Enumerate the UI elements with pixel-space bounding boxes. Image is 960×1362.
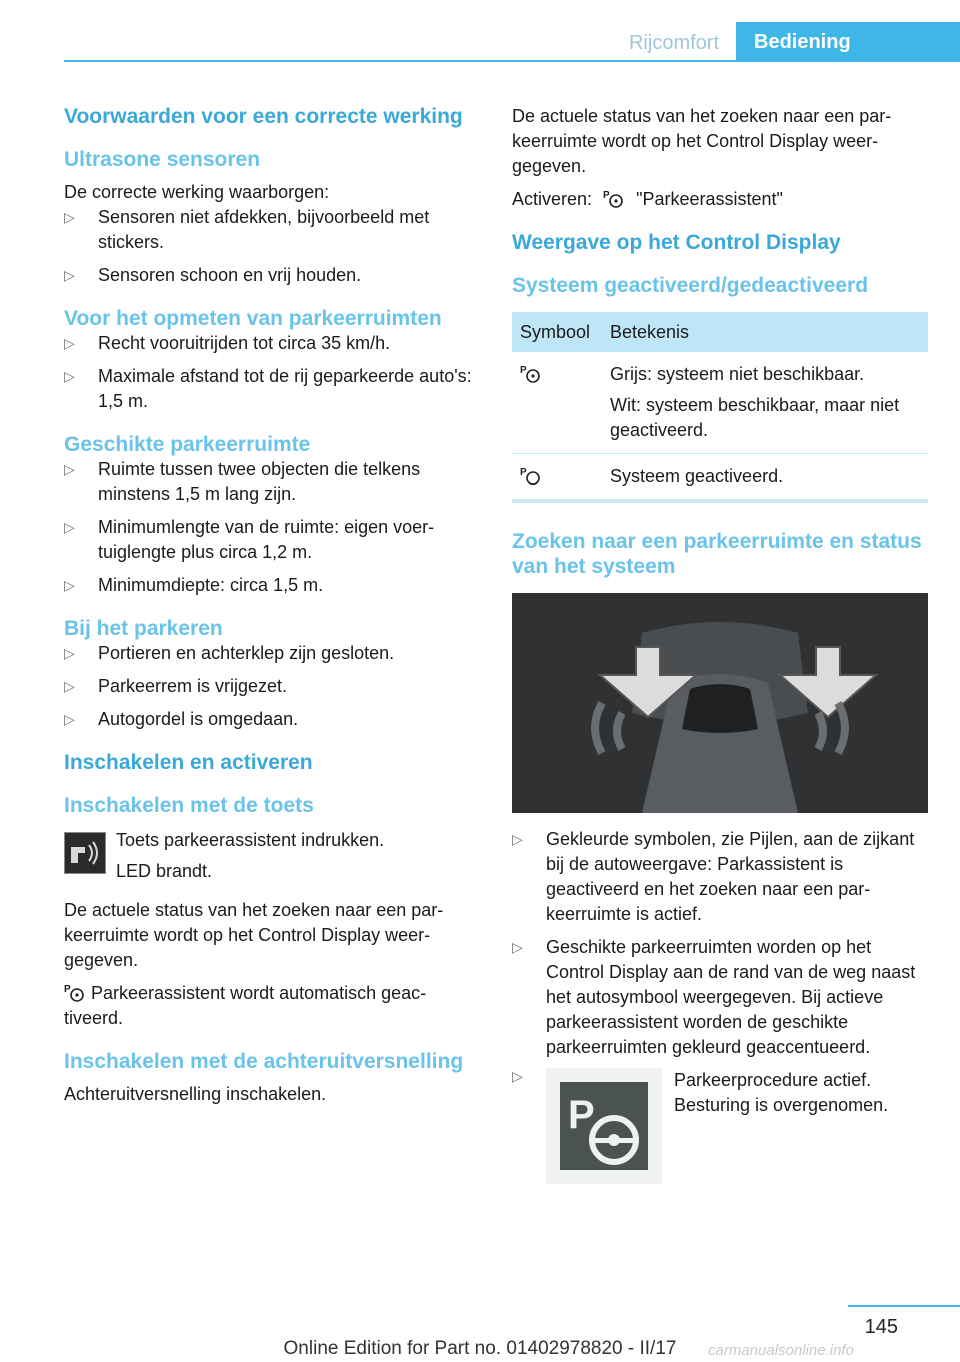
procedure-text [674, 1068, 934, 1118]
parking-procedure-icon [546, 1068, 662, 1184]
parking-steering-icon [64, 982, 86, 1002]
list-item: ▷ Minimumlengte van de ruimte: eigen voertuiglengte plus circa 1,2 m. [64, 517, 435, 562]
bullet-triangle-icon: ▷ [64, 267, 75, 283]
watermark: carmanualsonline.info [708, 1342, 854, 1359]
svg-text:P: P [520, 467, 527, 478]
key-instruction [64, 828, 476, 888]
table-header-betekenis: Betekenis [602, 312, 928, 352]
heading-opmeten: Voor het opmeten van parkeerruimten [64, 307, 442, 330]
heading-voorwaarden: Voorwaarden voor een correcte werking [64, 105, 463, 128]
list-opmeten [64, 331, 476, 414]
list-item: ▷ Parkeerrem is vrijgezet. [64, 674, 476, 699]
table-cell-symbol [512, 454, 602, 502]
heading-ultrasone-sensoren: Ultrasone sensoren [64, 148, 261, 171]
key-text [116, 828, 384, 884]
bullet-triangle-icon: ▷ [512, 939, 523, 955]
heading-achteruitversnelling: Inschakelen met de achteruitversnelling [64, 1050, 464, 1073]
bullet-triangle-icon: ▷ [512, 831, 523, 847]
svg-text:P: P [603, 190, 610, 201]
svg-text:P: P [568, 1093, 595, 1137]
text-toets-indrukken: Toets parkeerassistent indrukken. [116, 830, 385, 850]
symbol-table [512, 312, 928, 503]
page-number: 145 [864, 1316, 898, 1338]
text-status-right: De actuele status van het zoeken naar een parkeerruimte wordt op het Control Display weergegeven. [512, 106, 892, 176]
heading-zoeken: Zoeken naar een parkeerruimte en status van het systeem [512, 530, 922, 578]
text-achteruit: Achteruitversnelling inschakelen. [64, 1084, 327, 1104]
text-correcte-werking: De correcte werking waarborgen: [64, 182, 330, 202]
header-rule [64, 60, 960, 62]
header-tab-rijcomfort: Rijcomfort [628, 32, 719, 54]
bullet-triangle-icon: ▷ [512, 1068, 523, 1084]
list-zoeken [512, 827, 928, 1060]
list-item: ▷ Ruimte tussen twee objecten die telkens minstens 1,5 m lang zijn. [64, 459, 421, 504]
table-row [512, 454, 928, 502]
heading-weergave: Weergave op het Control Display [512, 231, 841, 254]
text-activeren: Activeren: P "Parkeerassistent" [512, 189, 783, 209]
list-sensoren [64, 205, 476, 288]
heading-inschakelen-toets: Inschakelen met de toets [64, 794, 314, 817]
list-item: ▷ Sensoren schoon en vrij houden. [64, 263, 476, 288]
bullet-triangle-icon: ▷ [64, 519, 75, 535]
parking-assistant-button-icon [64, 832, 106, 874]
bullet-triangle-icon: ▷ [64, 577, 75, 593]
control-display-image [512, 593, 928, 813]
svg-text:P: P [64, 984, 71, 995]
parking-steering-icon [603, 188, 625, 208]
text-procedure-actief: Parkeerprocedure actief. [674, 1070, 872, 1090]
parking-active-icon [520, 465, 542, 485]
bullet-triangle-icon: ▷ [64, 209, 75, 225]
heading-systeem: Systeem geactiveerd/gedeactiveerd [512, 274, 869, 297]
procedure-row [512, 1068, 928, 1186]
list-item: ▷ Recht vooruitrijden tot circa 35 km/h. [64, 331, 476, 356]
list-item: ▷ Autogordel is omgedaan. [64, 707, 476, 732]
header-tab-bediening: Bediening [736, 22, 960, 62]
table-cell-meaning: Systeem geactiveerd. [602, 454, 928, 502]
text-led-brandt: LED brandt. [116, 861, 213, 881]
heading-geschikte-parkeerruimte: Geschikte parkeerruimte [64, 433, 311, 456]
bullet-triangle-icon: ▷ [64, 461, 75, 477]
left-column [64, 104, 476, 1107]
list-item: ▷ Sensoren niet afdekken, bijvoorbeeld met stickers. [64, 207, 430, 252]
svg-text:P: P [520, 365, 527, 376]
bullet-triangle-icon: ▷ [64, 645, 75, 661]
heading-inschakelen-activeren: Inschakelen en activeren [64, 751, 313, 774]
table-header-row [512, 312, 928, 352]
text-auto-activated: P Parkeerassistent wordt automatisch geactiveerd. [64, 983, 427, 1028]
parking-steering-icon [520, 363, 542, 383]
bullet-triangle-icon: ▷ [64, 711, 75, 727]
list-item: ▷ Portieren en achterklep zijn gesloten. [64, 641, 476, 666]
heading-bij-het-parkeren: Bij het parkeren [64, 617, 223, 640]
footer-rule [848, 1305, 960, 1307]
bullet-triangle-icon: ▷ [64, 678, 75, 694]
list-item: ▷ Minimumdiepte: circa 1,5 m. [64, 573, 476, 598]
list-item: ▷ Maximale afstand tot de rij geparkeerde auto's: 1,5 m. [64, 366, 472, 411]
list-parkeren [64, 641, 476, 732]
list-item: ▷ Geschikte parkeerruimten worden op het Control Display aan de rand van de weg naast het autosymbool weergegeven. Bij actieve parkeerassistent worden de geschikte parkeerruimten gekleurd geaccentueerd. [512, 937, 916, 1057]
bullet-triangle-icon: ▷ [64, 335, 75, 351]
edition-text: Online Edition for Part no. 01402978820 - II/17 [283, 1338, 677, 1359]
table-header-symbool: Symbool [512, 312, 602, 352]
list-item: ▷ Gekleurde symbolen, zie Pijlen, aan de zijkant bij de autoweergave: Parkassistent is geactiveerd en het zoeken naar een parkeerruimte is actief. [512, 829, 915, 924]
bullet-triangle-icon: ▷ [64, 368, 75, 384]
table-cell-meaning: Grijs: systeem niet beschikbaar. Wit: systeem beschikbaar, maar niet geactiveerd. [602, 352, 928, 454]
table-row [512, 352, 928, 454]
table-cell-symbol [512, 352, 602, 454]
text-besturing-overgenomen: Besturing is overgenomen. [674, 1095, 889, 1115]
right-column [512, 104, 928, 1186]
list-geschikt [64, 457, 476, 598]
text-status-left: De actuele status van het zoeken naar een parkeerruimte wordt op het Control Display weergegeven. [64, 900, 444, 970]
